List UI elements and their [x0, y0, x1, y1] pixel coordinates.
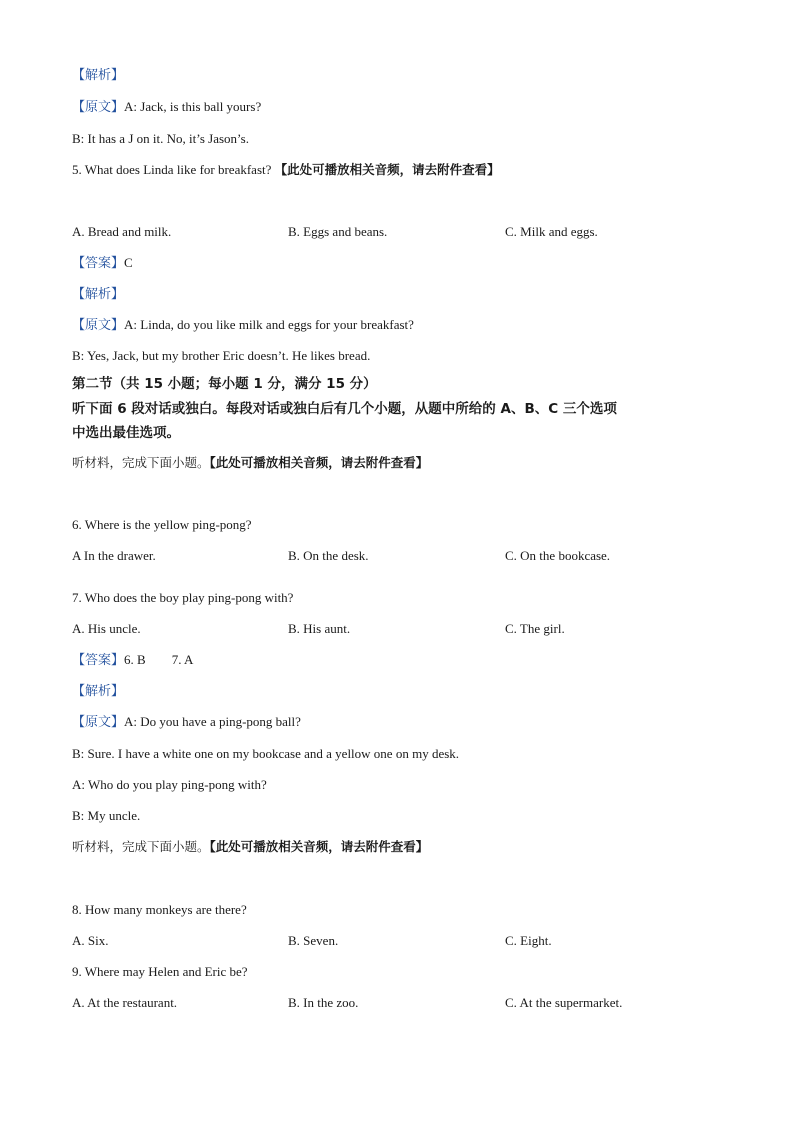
- answer-value: C: [124, 255, 133, 270]
- question-8-stem: 8. How many monkeys are there?: [72, 902, 247, 917]
- question-5-stem: [72, 161, 500, 179]
- transcript-line: B: My uncle.: [72, 808, 141, 823]
- option-c: C. Eight.: [505, 933, 552, 948]
- question-6-stem: 6. Where is the yellow ping-pong?: [72, 517, 252, 532]
- transcript-label: 【原文】: [72, 714, 125, 729]
- listen-instruction: [72, 838, 428, 856]
- transcript-label: 【原文】: [72, 99, 125, 114]
- option-c: C. Milk and eggs.: [505, 224, 598, 239]
- transcript-line: [72, 98, 261, 116]
- option-c: C. The girl.: [505, 621, 565, 636]
- transcript-label: 【原文】: [72, 317, 125, 332]
- analysis-label: 【解析】: [72, 683, 125, 698]
- option-a: A In the drawer.: [72, 548, 156, 563]
- option-b: B. Seven.: [288, 933, 339, 948]
- option-a: A. At the restaurant.: [72, 995, 178, 1010]
- transcript-line: B: Yes, Jack, but my brother Eric doesn’t. He likes bread.: [72, 348, 371, 363]
- transcript-text: A: Linda, do you like milk and eggs for your breakfast?: [124, 317, 414, 332]
- transcript-text: A: Jack, is this ball yours?: [124, 99, 262, 114]
- analysis-label: 【解析】: [72, 286, 125, 301]
- listen-instruction: [72, 454, 428, 472]
- option-c: C. At the supermarket.: [505, 995, 623, 1010]
- section-2-title: 第二节（共 15 小题；每小题 1 分，满分 15 分）: [72, 376, 377, 392]
- answer-line: [72, 254, 133, 272]
- answer-line: [72, 651, 193, 669]
- audio-note: 【此处可播放相关音频，请去附件查看】: [209, 839, 429, 854]
- analysis-label: 【解析】: [72, 67, 125, 82]
- question-text: 5. What does Linda like for breakfast?: [72, 162, 275, 177]
- answer-value: 6. B: [124, 652, 146, 667]
- question-7-stem: 7. Who does the boy play ping-pong with?: [72, 590, 294, 605]
- transcript-line: [72, 713, 301, 731]
- option-b: B. His aunt.: [288, 621, 351, 636]
- option-b: B. Eggs and beans.: [288, 224, 388, 239]
- answer-label: 【答案】: [72, 652, 125, 667]
- option-a: A. Bread and milk.: [72, 224, 172, 239]
- transcript-line: B: Sure. I have a white one on my bookcase and a yellow one on my desk.: [72, 746, 460, 761]
- answer-value: 7. A: [171, 652, 194, 667]
- transcript-text: A: Do you have a ping-pong ball?: [124, 714, 301, 729]
- option-b: B. On the desk.: [288, 548, 369, 563]
- listen-text: 听材料，完成下面小题。: [72, 839, 210, 854]
- option-a: A. Six.: [72, 933, 109, 948]
- transcript-line: A: Who do you play ping-pong with?: [72, 777, 267, 792]
- section-2-instructions: 中选出最佳选项。: [72, 425, 180, 441]
- transcript-line: B: It has a J on it. No, it’s Jason’s.: [72, 131, 249, 146]
- option-c: C. On the bookcase.: [505, 548, 611, 563]
- section-2-instructions: 听下面 6 段对话或独白。每段对话或独白后有几个小题，从题中所给的 A、B、C 三个选项: [72, 401, 617, 417]
- transcript-line: [72, 316, 414, 334]
- audio-note: 【此处可播放相关音频，请去附件查看】: [209, 455, 429, 470]
- option-a: A. His uncle.: [72, 621, 141, 636]
- option-b: B. In the zoo.: [288, 995, 359, 1010]
- audio-note: 【此处可播放相关音频，请去附件查看】: [274, 162, 500, 177]
- listen-text: 听材料，完成下面小题。: [72, 455, 210, 470]
- question-9-stem: 9. Where may Helen and Eric be?: [72, 964, 248, 979]
- answer-label: 【答案】: [72, 255, 125, 270]
